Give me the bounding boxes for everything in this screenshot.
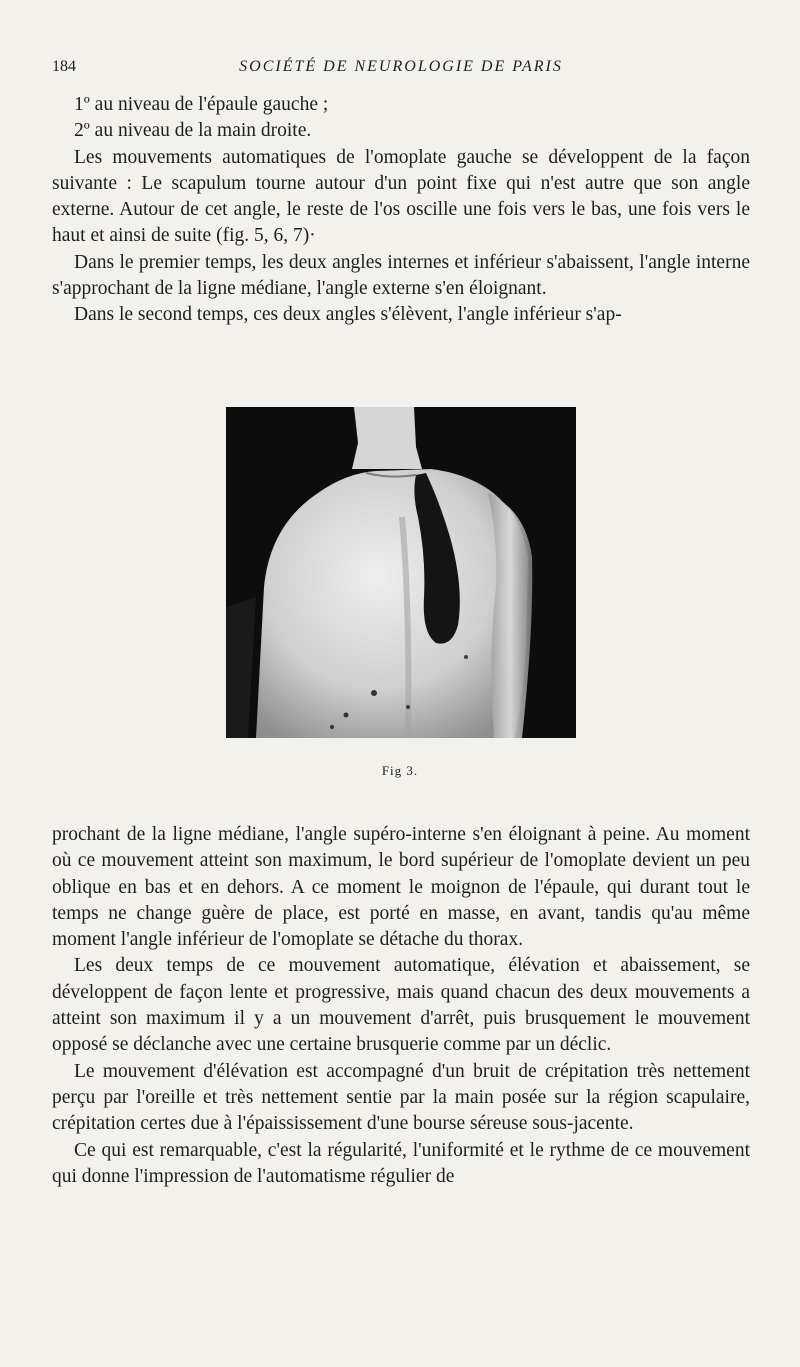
- running-title: SOCIÉTÉ DE NEUROLOGIE DE PARIS: [239, 58, 563, 75]
- list-item-hand: 2º au niveau de la main droite.: [74, 120, 312, 142]
- paragraph: Dans le premier temps, les deux angles internes et inférieur s'abaissent, l'angle interne s'approchant de la ligne médiane, l'angle externe s'en éloignant.: [52, 251, 750, 300]
- paragraph: Ce qui est remarquable, c'est la régularité, l'uniformité et le rythme de ce mouvement qui donne l'impression de l'automatisme régulier de: [52, 1139, 750, 1187]
- body-text-top: [52, 92, 750, 329]
- page-number: 184: [52, 58, 76, 75]
- figure-caption: Fig 3.: [381, 763, 419, 778]
- paragraph: Les mouvements automatiques de l'omoplate gauche se développent de la façon suivante : Le scapulum tourne autour d'un point fixe qui n'est autre que son angle externe. Autour de cet angle, le reste de l'os oscille une fois vers le bas, une fois vers le haut et ainsi de suite (fig. 5, 6, 7)·: [52, 146, 750, 247]
- figure-photograph: [226, 407, 576, 738]
- body-text-bottom: [52, 822, 750, 1190]
- paragraph: Dans le second temps, ces deux angles s'élèvent, l'angle inférieur s'ap-: [74, 304, 622, 326]
- paragraph: Les deux temps de ce mouvement automatique, élévation et abaissement, se développent de façon lente et progressive, mais quand chacun des deux mouvements a atteint son maximum il y a un mouvement d'arrêt, puis brusquement le mouvement opposé se déclanche avec une certaine brusquerie comme par un déclic.: [52, 955, 750, 1056]
- paragraph: prochant de la ligne médiane, l'angle supéro-interne s'en éloignant à peine. Au moment où ce mouvement atteint son maximum, le bord supérieur de l'omoplate devient un peu oblique en bas et en dehors. A ce moment le moignon de l'épaule, qui durant tout le temps ne change guère de place, est porté en masse, en avant, tandis qu'au même moment l'angle inférieur de l'omoplate se détache du thorax.: [52, 824, 750, 951]
- paragraph: Le mouvement d'élévation est accompagné d'un bruit de crépitation très nettement perçu par l'oreille et très nettement sentie par la main posée sur la région scapulaire, crépitation certes due à l'épaississement d'une bourse séreuse sous-jacente.: [52, 1060, 750, 1135]
- page-header: [52, 58, 750, 80]
- list-item-shoulder: 1º au niveau de l'épaule gauche ;: [74, 94, 329, 115]
- back-photo-illustration: [226, 407, 576, 738]
